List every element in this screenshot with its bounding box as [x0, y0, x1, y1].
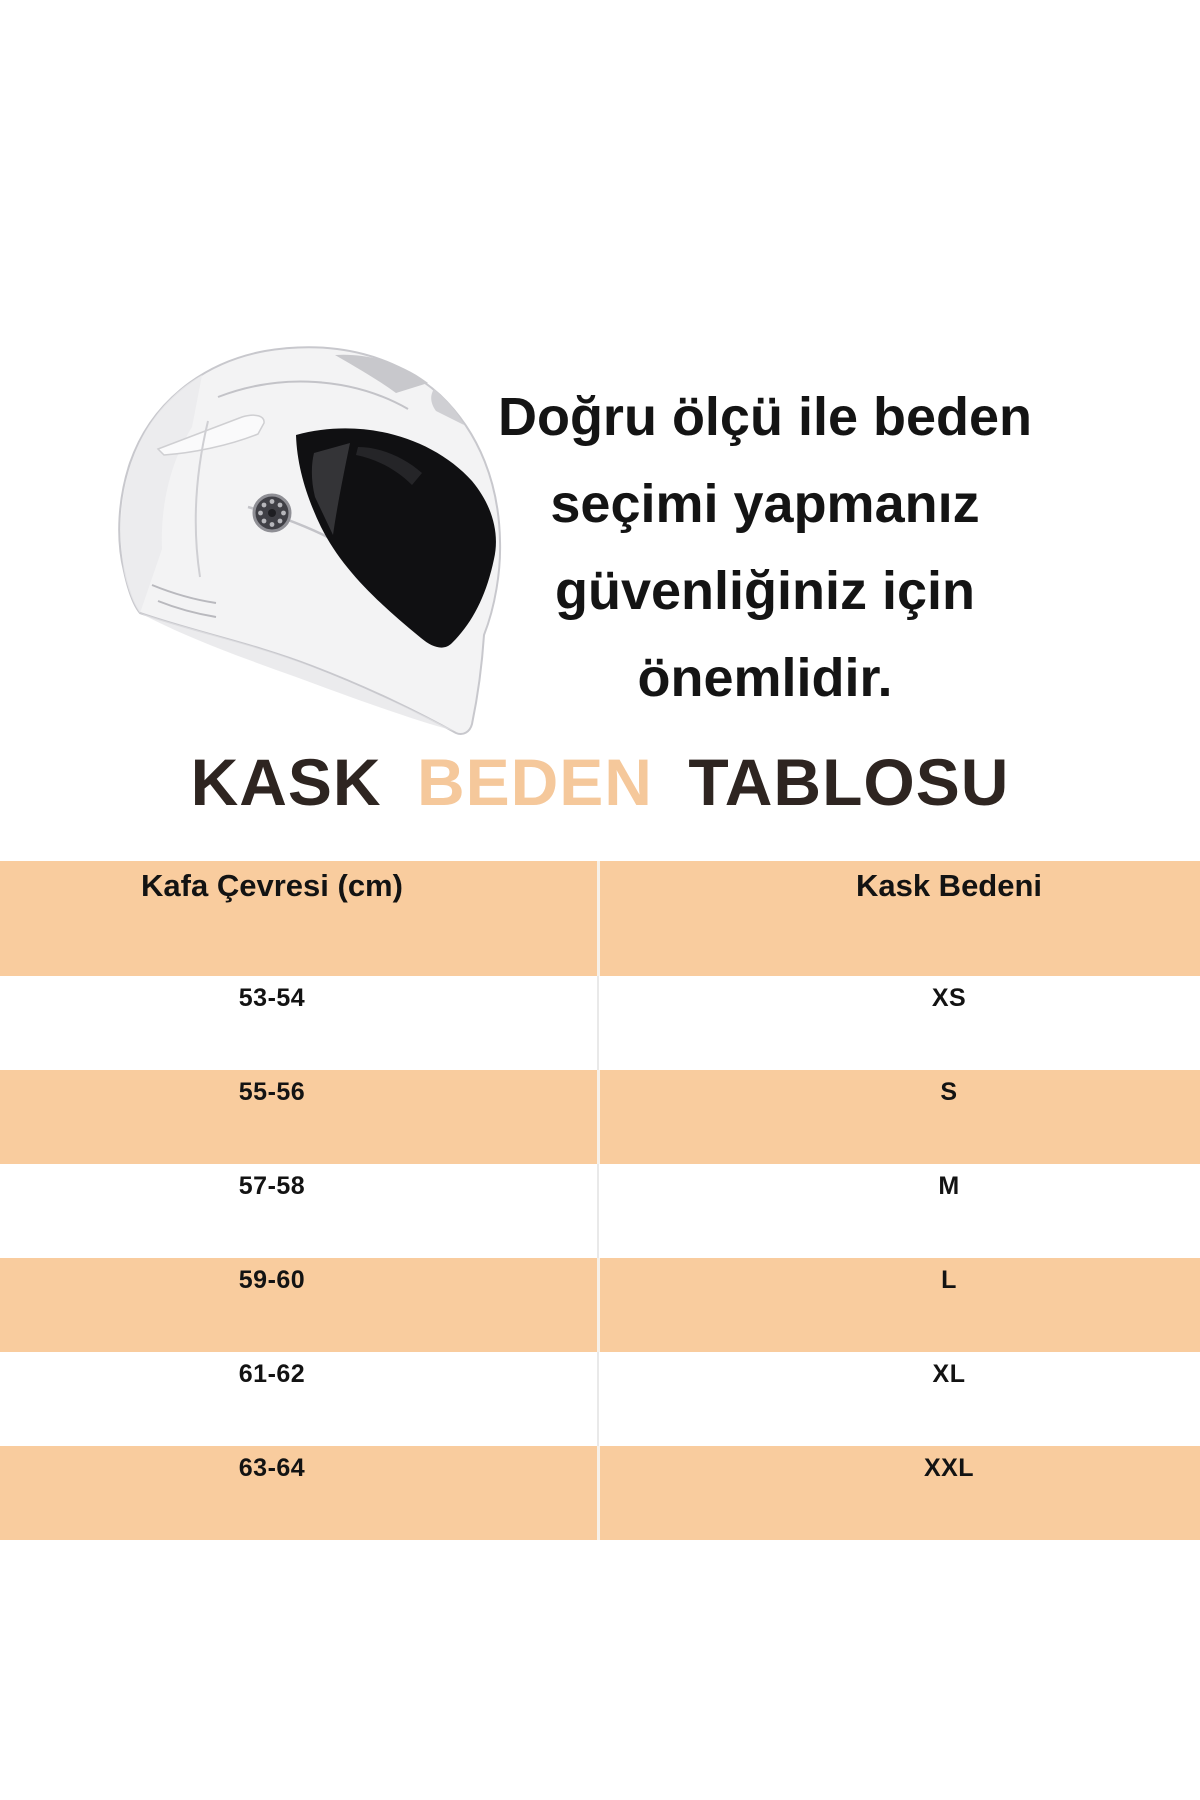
- column-divider: [597, 1446, 600, 1540]
- table-row: [0, 976, 1200, 1070]
- helmet-size-value: XL: [932, 1360, 966, 1388]
- head-circumference-value: 55-56: [238, 1078, 306, 1106]
- table-row: [0, 1258, 1200, 1352]
- column-divider: [597, 1070, 600, 1164]
- head-circumference-value: 63-64: [238, 1454, 306, 1482]
- intro-line-4: önemlidir.: [637, 648, 893, 708]
- intro-line-2: seçimi yapmanız: [550, 474, 980, 534]
- head-circumference-value: 53-54: [238, 984, 306, 1012]
- intro-text: [440, 374, 1090, 722]
- intro-line-1: Doğru ölçü ile beden: [497, 387, 1033, 447]
- title-word-tablosu: TABLOSU: [688, 745, 1010, 819]
- helmet-size-value: XS: [931, 984, 967, 1012]
- column-divider: [597, 1258, 600, 1352]
- helmet-size-value: XXL: [923, 1454, 975, 1482]
- page-title: [0, 744, 1200, 820]
- table-row: [0, 1164, 1200, 1258]
- head-circumference-value: 57-58: [238, 1172, 306, 1200]
- helmet-size-value: L: [941, 1266, 957, 1294]
- table-row: [0, 1352, 1200, 1446]
- column-divider: [597, 861, 600, 976]
- column-divider: [597, 1352, 599, 1446]
- column-header-helmet-size: Kask Bedeni: [855, 868, 1043, 903]
- title-word-beden: BEDEN: [416, 745, 653, 819]
- head-circumference-value: 61-62: [238, 1360, 306, 1388]
- helmet-size-value: M: [938, 1172, 960, 1200]
- intro-line-3: güvenliğiniz için: [554, 561, 976, 621]
- title-word-kask: KASK: [190, 745, 382, 819]
- head-circumference-value: 59-60: [238, 1266, 306, 1294]
- table-header-row: [0, 861, 1200, 976]
- column-header-head-circumference: Kafa Çevresi (cm): [141, 868, 403, 903]
- table-row: [0, 1446, 1200, 1540]
- column-divider: [597, 976, 599, 1070]
- helmet-size-value: S: [940, 1078, 958, 1106]
- table-row: [0, 1070, 1200, 1164]
- column-divider: [597, 1164, 599, 1258]
- size-chart-table: [0, 861, 1200, 1540]
